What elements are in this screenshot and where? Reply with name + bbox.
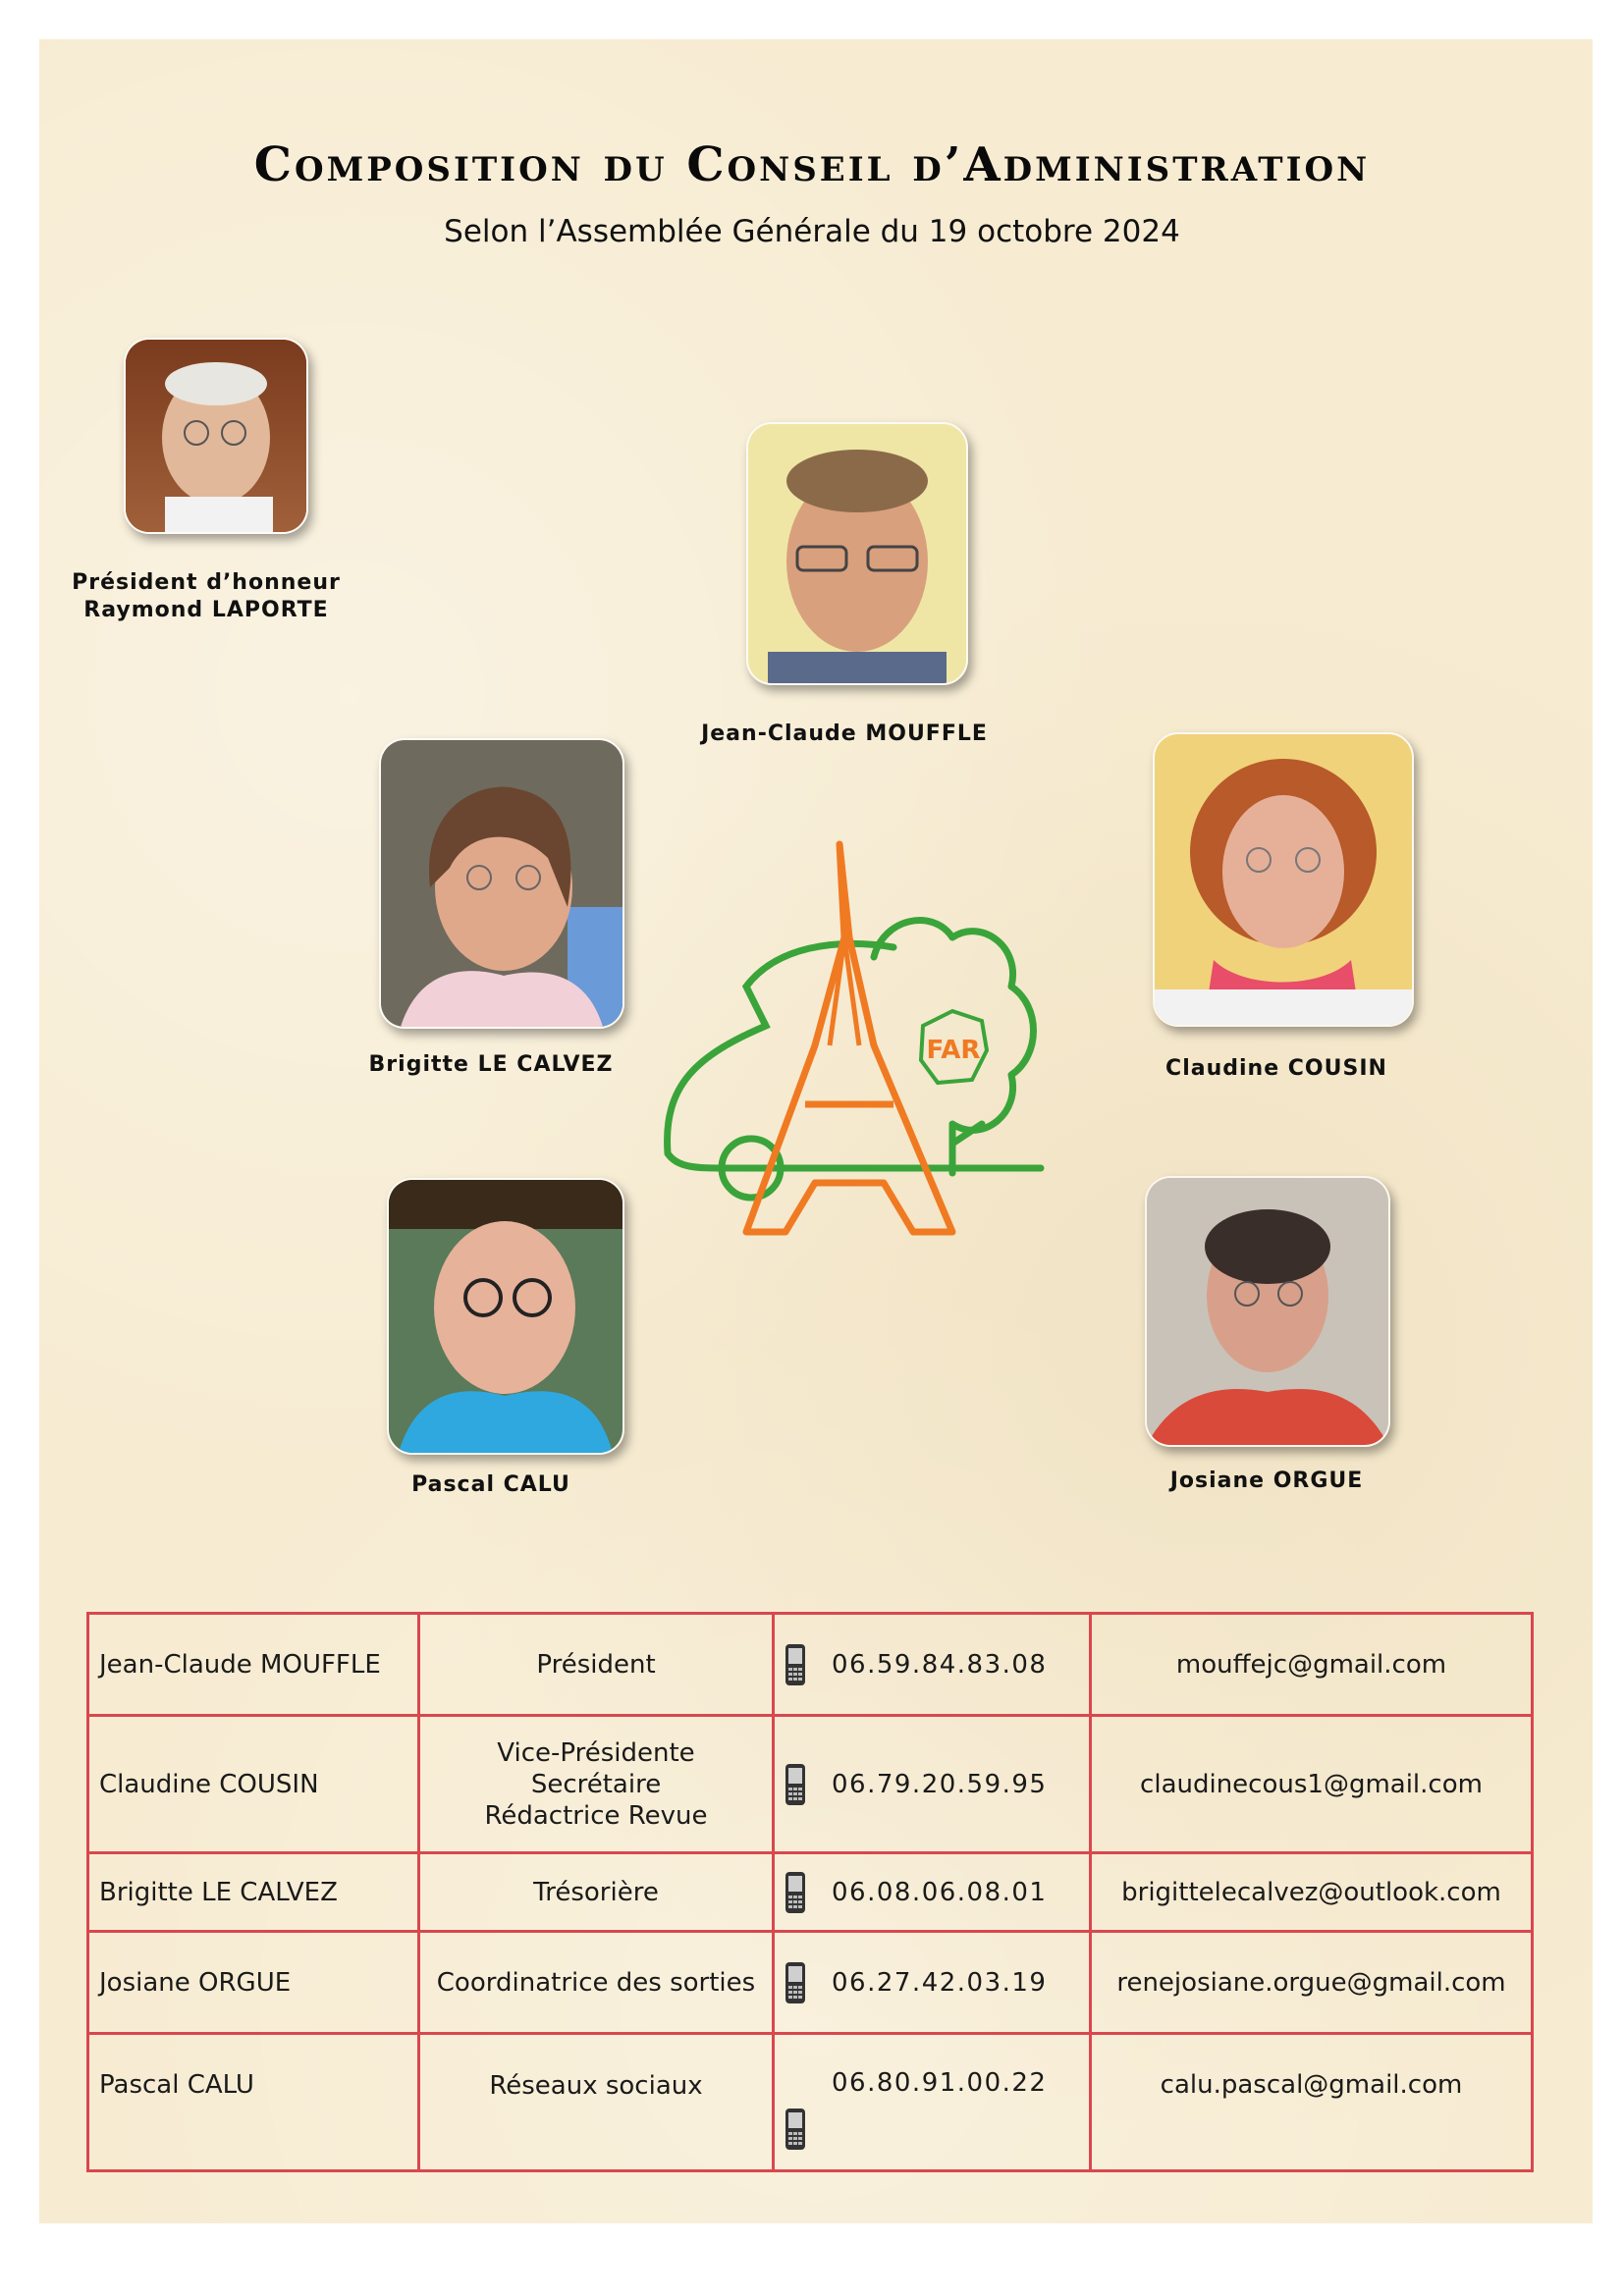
mobile-phone-icon — [785, 2108, 806, 2151]
caption-lecalvez: Brigitte LE CALVEZ — [368, 1052, 614, 1077]
member-role — [419, 1932, 774, 2034]
member-phone-cell — [774, 1932, 1091, 2034]
portrait-brigitte-le-calvez-image — [381, 740, 623, 1027]
member-email[interactable]: brigittelecalvez@outlook.com — [1091, 1853, 1533, 1932]
table-row — [88, 1716, 1533, 1853]
member-name: Jean-Claude MOUFFLE — [88, 1614, 419, 1716]
caption-honorary-role: Président d’honneur — [72, 570, 341, 595]
caption-mouffle: Jean-Claude MOUFFLE — [701, 721, 988, 746]
member-email[interactable]: mouffejc@gmail.com — [1091, 1614, 1533, 1716]
mobile-phone-icon — [785, 1961, 806, 2004]
caption-honorary — [59, 569, 353, 624]
portrait-brigitte-le-calvez — [379, 738, 624, 1029]
association-logo — [658, 829, 1051, 1242]
member-role — [419, 1614, 774, 1716]
portrait-raymond-laporte-image — [126, 340, 306, 532]
member-email[interactable]: renejosiane.orgue@gmail.com — [1091, 1932, 1533, 2034]
member-phone-cell — [774, 1716, 1091, 1853]
caption-honorary-name: Raymond LAPORTE — [83, 598, 329, 622]
member-phone-cell — [774, 1614, 1091, 1716]
member-phone-cell — [774, 2034, 1091, 2171]
member-name: Josiane ORGUE — [88, 1932, 419, 2034]
portrait-claudine-cousin-image — [1155, 734, 1412, 1025]
member-email[interactable]: calu.pascal@gmail.com — [1091, 2034, 1533, 2171]
caption-cousin: Claudine COUSIN — [1165, 1056, 1387, 1081]
caption-calu: Pascal CALU — [411, 1472, 570, 1497]
member-role — [419, 2034, 774, 2171]
member-phone: 06.79.20.59.95 — [832, 1769, 1048, 1799]
caption-orgue: Josiane ORGUE — [1169, 1468, 1364, 1493]
page-title: Composition du Conseil d’Administration — [253, 137, 1371, 192]
member-role-line: Président — [536, 1649, 656, 1680]
member-name: Claudine COUSIN — [88, 1716, 419, 1853]
member-phone-cell — [774, 1853, 1091, 1932]
portrait-pascal-calu-image — [389, 1180, 623, 1453]
member-role — [419, 1853, 774, 1932]
page-subtitle: Selon l’Assemblée Générale du 19 octobre 2024 — [444, 214, 1180, 249]
mobile-phone-icon — [785, 1871, 806, 1914]
member-email[interactable]: claudinecous1@gmail.com — [1091, 1716, 1533, 1853]
member-role-line: Vice-Présidente — [497, 1737, 695, 1768]
portrait-pascal-calu — [387, 1178, 624, 1455]
member-name: Pascal CALU — [88, 2034, 419, 2171]
member-role-line: Coordinatrice des sorties — [436, 1967, 756, 1998]
members-table — [86, 1612, 1534, 2172]
table-row — [88, 1932, 1533, 2034]
mobile-phone-icon — [785, 1643, 806, 1686]
portrait-josiane-orgue-image — [1147, 1178, 1388, 1445]
portrait-claudine-cousin — [1153, 732, 1414, 1027]
member-phone: 06.59.84.83.08 — [832, 1649, 1048, 1680]
member-role-line: Réseaux sociaux — [489, 2071, 703, 2101]
logo-eiffel-tree-car — [658, 829, 1051, 1242]
member-role-line: Rédactrice Revue — [484, 1800, 708, 1831]
member-role-line: Secrétaire — [530, 1769, 662, 1799]
member-role-line: Trésorière — [533, 1877, 659, 1907]
portrait-jean-claude-mouffle-image — [748, 424, 966, 683]
portrait-jean-claude-mouffle — [746, 422, 968, 685]
member-phone: 06.08.06.08.01 — [832, 1877, 1048, 1907]
member-phone: 06.80.91.00.22 — [832, 2068, 1048, 2098]
member-role — [419, 1716, 774, 1853]
mobile-phone-icon — [785, 1763, 806, 1806]
portrait-josiane-orgue — [1145, 1176, 1390, 1447]
table-row — [88, 1614, 1533, 1716]
member-phone: 06.27.42.03.19 — [832, 1967, 1048, 1998]
table-row — [88, 2034, 1533, 2171]
logo-letters: FAR — [926, 1036, 981, 1065]
table-row — [88, 1853, 1533, 1932]
portrait-raymond-laporte — [124, 338, 308, 534]
member-name: Brigitte LE CALVEZ — [88, 1853, 419, 1932]
